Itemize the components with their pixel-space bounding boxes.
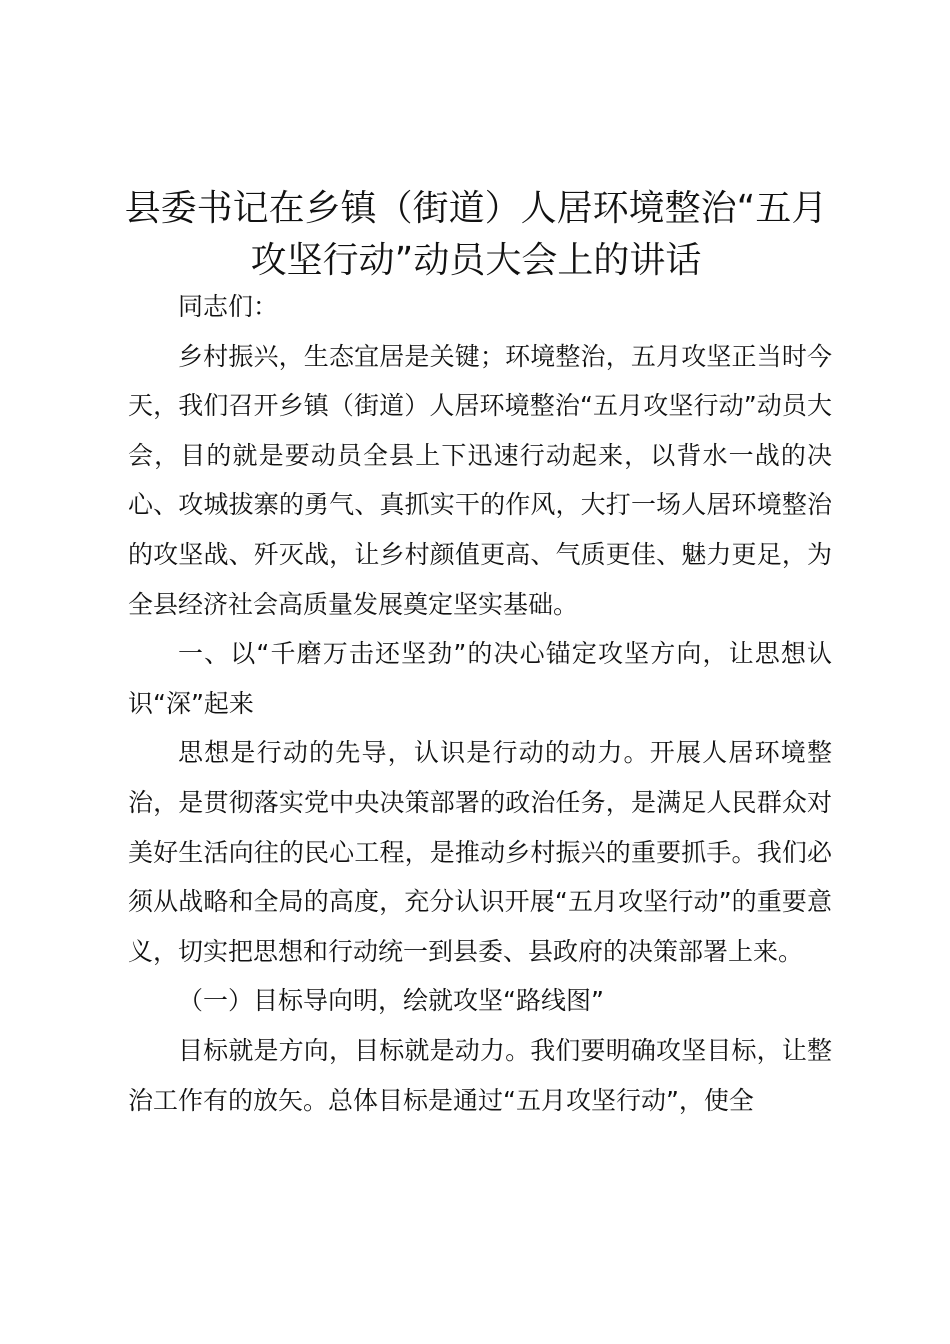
- body-paragraph-subsection-1: 目标就是方向，目标就是动力。我们要明确攻坚目标，让整治工作有的放矢。总体目标是通过“五月攻坚行动”，使全: [128, 1035, 832, 1115]
- document-body: [128, 282, 832, 1125]
- section-heading-1: 一、以“千磨万击还坚劲”的决心锚定攻坚方向，让思想认识“深”起来: [128, 639, 832, 718]
- document-title: 县委书记在乡镇（街道）人居环境整治“五月攻坚行动”动员大会上的讲话: [124, 188, 828, 281]
- body-paragraph-section-1: 思想是行动的先导，认识是行动的动力。开展人居环境整治，是贯彻落实党中央决策部署的政治任务，是满足人民群众对美好生活向往的民心工程，是推动乡村振兴的重要抓手。我们必须从战略和全局的高度，充分认识开展“五月攻坚行动”的重要意义，切实把思想和行动统一到县委、县政府的决策部署上来。: [128, 738, 832, 966]
- subsection-heading-1: （一）目标导向明，绘就攻坚“路线图”: [178, 986, 604, 1016]
- salutation: 同志们：: [178, 292, 279, 321]
- body-paragraph-intro: 乡村振兴，生态宜居是关键；环境整治，五月攻坚正当时今天，我们召开乡镇（街道）人居环境整治“五月攻坚行动”动员大会，目的就是要动员全县上下迅速行动起来，以背水一战的决心、攻城拔寨的勇气、真抓实干的作风，大打一场人居环境整治的攻坚战、歼灭战，让乡村颜值更高、气质更佳、魅力更足，为全县经济社会高质量发展奠定坚实基础。: [128, 341, 832, 619]
